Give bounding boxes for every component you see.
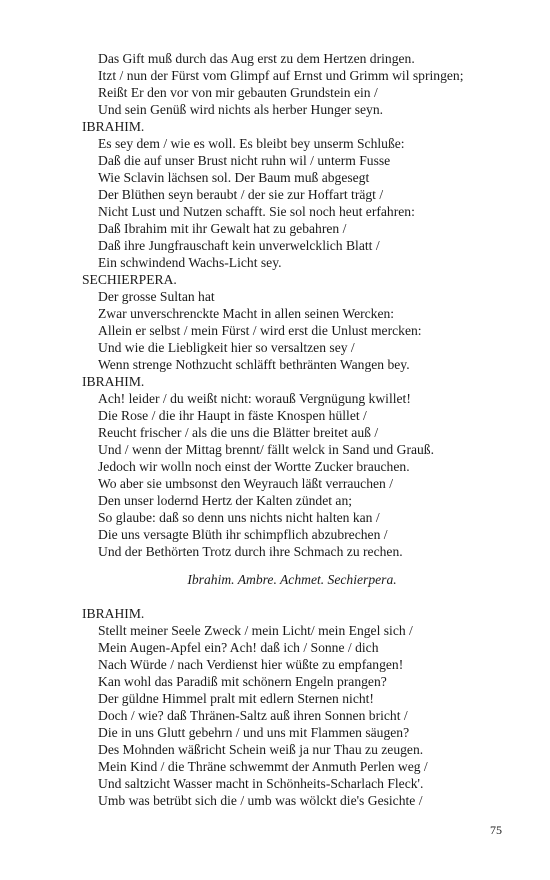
verse-line: Nicht Lust und Nutzen schafft. Sie sol noch heut erfahren:: [98, 204, 415, 219]
verse-line: Und der Bethörten Trotz durch ihre Schmach zu rechen.: [98, 544, 403, 559]
verse-line: Und saltzicht Wasser macht in Schönheits-Scharlach Fleck'.: [98, 776, 424, 791]
verse-line: Ein schwindend Wachs-Licht sey.: [98, 255, 282, 270]
verse-line: Doch / wie? daß Thränen-Saltz auß ihren Sonnen bricht /: [98, 708, 408, 723]
verse-line: Das Gift muß durch das Aug erst zu dem Hertzen dringen.: [98, 51, 415, 66]
verse-line: Zwar unverschrenckte Macht in allen seinen Wercken:: [98, 306, 395, 321]
verse-line: Den unser lodernd Hertz der Kalten zündet an;: [98, 493, 353, 508]
verse-line: Der Blüthen seyn beraubt / der sie zur Hoffart trägt /: [98, 187, 384, 202]
stage-direction: Ibrahim. Ambre. Achmet. Sechierpera.: [187, 572, 397, 587]
verse-line: Wenn strenge Nothzucht schläfft bethränten Wangen bey.: [98, 357, 410, 372]
verse-line: Kan wohl das Paradiß mit schönern Engeln prangen?: [98, 674, 387, 689]
verse-line: Wo aber sie umbsonst den Weyrauch läßt verrauchen /: [98, 476, 394, 491]
verse-line: Der güldne Himmel pralt mit edlern Sternen nicht!: [98, 691, 374, 706]
verse-line: Reißt Er den vor von mir gebauten Grundstein ein /: [98, 85, 378, 100]
verse-line: Umb was betrübt sich die / umb was wölckt die's Gesichte /: [98, 793, 423, 808]
verse-line: Nach Würde / nach Verdienst hier wüßte zu empfangen!: [98, 657, 404, 672]
speaker-name: IBRAHIM.: [82, 119, 145, 134]
verse-line: Die uns versagte Blüth ihr schimpflich abzubrechen /: [98, 527, 388, 542]
verse-line: Itzt / nun der Fürst vom Glimpf auf Ernst und Grimm wil springen;: [98, 68, 464, 83]
verse-line: Es sey dem / wie es woll. Es bleibt bey unserm Schluße:: [98, 136, 405, 151]
verse-line: Die in uns Glutt gebehrn / und uns mit Flammen säugen?: [98, 725, 410, 740]
verse-line: Und sein Genüß wird nichts als herber Hunger seyn.: [98, 102, 384, 117]
verse-line: Allein er selbst / mein Fürst / wird erst die Unlust mercken:: [98, 323, 422, 338]
verse-line: Der grosse Sultan hat: [98, 289, 215, 304]
verse-line: Und wie die Liebligkeit hier so versaltzen sey /: [98, 340, 355, 355]
verse-line: Reucht frischer / als die uns die Blätter breitet auß /: [98, 425, 379, 440]
speaker-name: IBRAHIM.: [82, 606, 145, 621]
verse-line: Des Mohnden wäßricht Schein weiß ja nur Thau zu zeugen.: [98, 742, 424, 757]
verse-line: Stellt meiner Seele Zweck / mein Licht/ mein Engel sich /: [98, 623, 413, 638]
speaker-name: IBRAHIM.: [82, 374, 145, 389]
verse-line: So glaube: daß so denn uns nichts nicht halten kan /: [98, 510, 380, 525]
verse-line: Die Rose / die ihr Haupt in fäste Knospen hüllet /: [98, 408, 367, 423]
verse-line: Daß Ibrahim mit ihr Gewalt hat zu gebahren /: [98, 221, 347, 236]
verse-line: Mein Kind / die Thräne schwemmt der Anmuth Perlen weg /: [98, 759, 428, 774]
verse-line: Daß ihre Jungfrauschaft kein unverwelcklich Blatt /: [98, 238, 380, 253]
drama-text: [82, 50, 532, 809]
verse-line: Ach! leider / du weißt nicht: worauß Vergnügung kwillet!: [98, 391, 411, 406]
page-number: 75: [490, 823, 502, 837]
verse-line: Daß die auf unser Brust nicht ruhn wil / unterm Fusse: [98, 153, 391, 168]
verse-line: Jedoch wir wolln noch einst der Wortte Zucker brauchen.: [98, 459, 410, 474]
verse-line: Mein Augen-Apfel ein? Ach! daß ich / Sonne / dich: [98, 640, 379, 655]
verse-line: Wie Sclavin lächsen sol. Der Baum muß abgesegt: [98, 170, 370, 185]
speaker-name: SECHIERPERA.: [82, 272, 177, 287]
verse-line: Und / wenn der Mittag brennt/ fällt welck in Sand und Grauß.: [98, 442, 434, 457]
